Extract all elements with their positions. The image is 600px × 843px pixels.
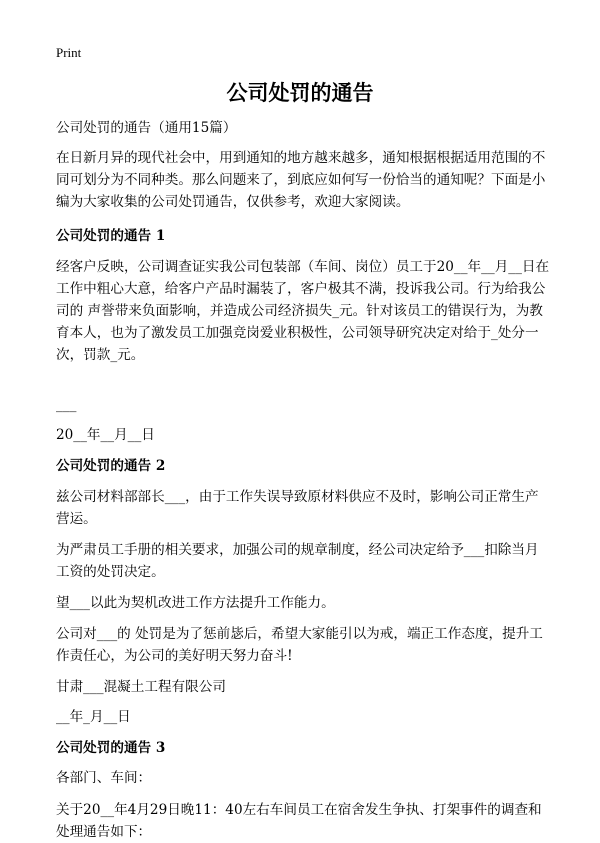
document-body <box>56 117 550 843</box>
section-heading-2: 公司处罚的通告 2 <box>56 458 166 474</box>
section-2-paragraph: 公司对___的 处罚是为了惩前毖后，希望大家能引以为戒，端正工作态度，提升工作责任心，为公司的美好明天努力奋斗! <box>56 626 543 664</box>
document-subtitle: 公司处罚的通告（通用15篇） <box>56 120 237 136</box>
section-3-paragraph: 关于20__年4月29日晚11：40左右车间员工在宿舍发生争执、打架事件的调查和处理通告如下： <box>56 802 542 840</box>
section-1-date: 20__年__月__日 <box>56 427 155 443</box>
section-heading-1: 公司处罚的通告 1 <box>56 228 166 244</box>
document-title: 公司处罚的通告 <box>226 80 374 105</box>
section-heading-3: 公司处罚的通告 3 <box>56 740 166 756</box>
intro-paragraph: 在日新月异的现代社会中，用到通知的地方越来越多，通知根据根据适用范围的不同可划分为不同种类。那么问题来了，到底应如何写一份恰当的通知呢？下面是小编为大家收集的公司处罚通告，仅供参考，欢迎大家阅读。 <box>56 150 546 210</box>
section-2-paragraph: 兹公司材料部部长___，由于工作失误导致原材料供应不及时，影响公司正常生产营运。 <box>56 489 539 527</box>
section-1-paragraph: 经客户反映，公司调查证实我公司包装部（车间、岗位）员工于20__年__月__日在工作中粗心大意，给客户产品时漏装了，客户极其不满，投诉我公司。行为给我公司的 声誉带来负面影响，并造成公司经济损失_元。针对该员工的错误行为，为教育本人，也为了激发员工加强竞岗爱业积极性，公司领导研究决定对给于_处分一次，罚款_元。 <box>56 259 550 363</box>
section-3-paragraph: 各部门、车间： <box>56 770 152 786</box>
signature-blank: ___ <box>56 397 77 413</box>
section-2-paragraph: 望___以此为契机改进工作方法提升工作能力。 <box>56 595 335 611</box>
company-name: 甘肃___混凝土工程有限公司 <box>56 679 226 695</box>
section-2-paragraph: 为严肃员工手册的相关要求，加强公司的规章制度，经公司决定给予___扣除当月工资的处罚决定。 <box>56 542 539 580</box>
print-link[interactable]: Print <box>56 45 82 60</box>
section-2-date: __年_月__日 <box>56 709 131 725</box>
